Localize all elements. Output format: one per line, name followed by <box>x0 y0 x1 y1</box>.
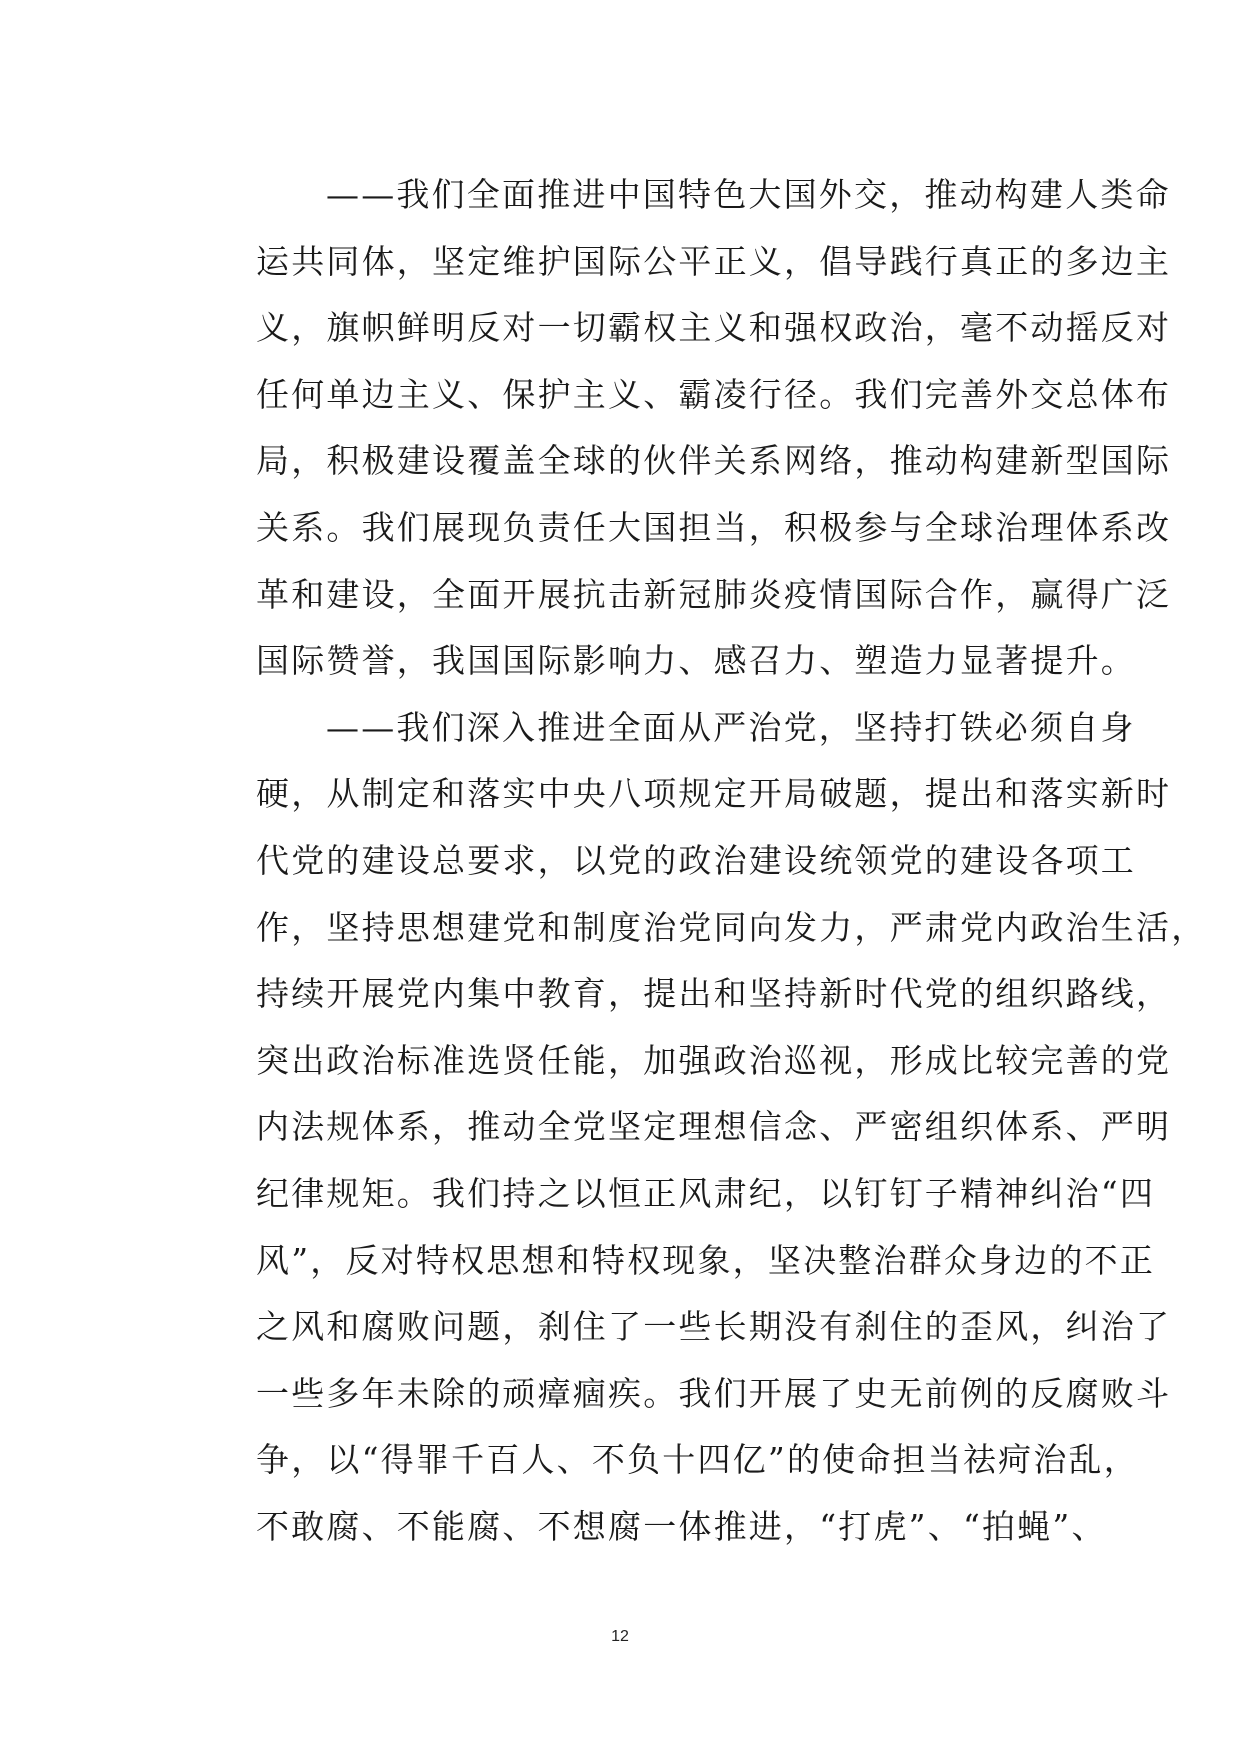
text-line: 代党的建设总要求，以党的政治建设统领党的建设各项工 <box>256 840 1136 880</box>
text-line: 纪律规矩。我们持之以恒正风肃纪，以钉钉子精神纠治“四 <box>256 1173 1156 1213</box>
text-line: 不敢腐、不能腐、不想腐一体推进，“打虎”、“拍蝇”、 <box>256 1506 1107 1546</box>
text-line: 风”，反对特权思想和特权现象，坚决整治群众身边的不正 <box>256 1240 1156 1280</box>
text-line: 作，坚持思想建党和制度治党同向发力，严肃党内政治生活， <box>256 907 1207 947</box>
text-line: 运共同体，坚定维护国际公平正义，倡导践行真正的多边主 <box>256 241 1172 281</box>
text-line: 革和建设，全面开展抗击新冠肺炎疫情国际合作，赢得广泛 <box>256 574 1172 614</box>
text-line: 持续开展党内集中教育，提出和坚持新时代党的组织路线， <box>256 974 1172 1014</box>
text-line: ——我们全面推进中国特色大国外交，推动构建人类命 <box>326 175 1171 214</box>
text-line: ——我们深入推进全面从严治党，坚持打铁必须自身 <box>326 707 1136 747</box>
paragraph-foreign-affairs <box>190 162 1172 695</box>
text-line: 之风和腐败问题，刹住了一些长期没有刹住的歪风，纠治了 <box>256 1307 1172 1347</box>
text-line: 任何单边主义、保护主义、霸凌行径。我们完善外交总体布 <box>256 374 1172 414</box>
text-line: 争，以“得罪千百人、不负十四亿”的使命担当祛疴治乱， <box>256 1440 1139 1480</box>
text-line: 关系。我们展现负责任大国担当，积极参与全球治理体系改 <box>256 507 1172 547</box>
text-line: 突出政治标准选贤任能，加强政治巡视，形成比较完善的党 <box>256 1040 1172 1080</box>
text-line: 义，旗帜鲜明反对一切霸权主义和强权政治，毫不动摇反对 <box>256 308 1172 348</box>
text-line: 国际赞誉，我国国际影响力、感召力、塑造力显著提升。 <box>256 641 1136 681</box>
paragraph-party-governance <box>190 695 1207 1561</box>
document-body <box>190 162 1207 1560</box>
text-line: 一些多年未除的顽瘴痼疾。我们开展了史无前例的反腐败斗 <box>256 1373 1172 1413</box>
text-line: 硬，从制定和落实中央八项规定开局破题，提出和落实新时 <box>256 774 1172 814</box>
page-number: 12 <box>611 1628 629 1645</box>
text-line: 内法规体系，推动全党坚定理想信念、严密组织体系、严明 <box>256 1107 1172 1147</box>
text-line: 局，积极建设覆盖全球的伙伴关系网络，推动构建新型国际 <box>256 441 1172 481</box>
